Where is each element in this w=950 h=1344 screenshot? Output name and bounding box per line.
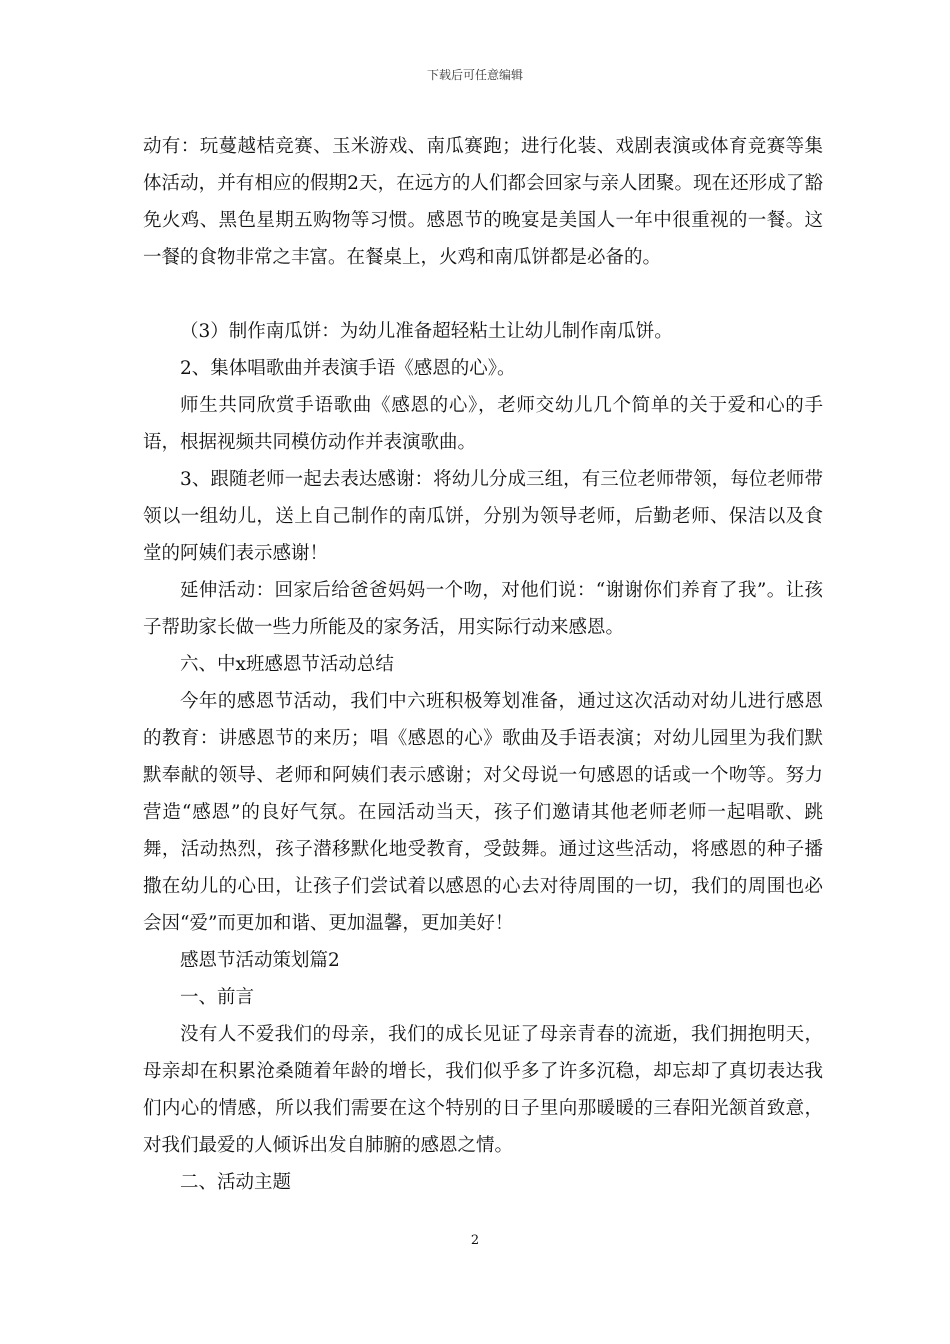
page-number: 2 (470, 1233, 480, 1248)
section-heading-plan-2: 感恩节活动策划篇2 (180, 950, 340, 971)
paragraph-thanksgiving-customs: 动有：玩蔓越桔竞赛、玉米游戏、南瓜赛跑；进行化装、戏剧表演或体育竞赛等集体活动，并有相应的假期2天，在远方的人们都会回家与亲人团聚。现在还形成了豁免火鸡、黑色星期五购物等习惯。感恩节的晚宴是美国人一年中很重视的一餐。这一餐的食物非常之丰富。在餐桌上，火鸡和南瓜饼都是必备的。 (143, 136, 823, 268)
paragraph-summary: 今年的感恩节活动，我们中六班积极筹划准备，通过这次活动对幼儿进行感恩的教育：讲感恩节的来历；唱《感恩的心》歌曲及手语表演；对幼儿园里为我们默默奉献的领导、老师和阿姨们表示感谢；对父母说一句感恩的话或一个吻等。努力营造“感恩”的良好气氛。在园活动当天，孩子们邀请其他老师老师一起唱歌、跳舞，活动热烈，孩子潜移默化地受教育，受鼓舞。通过这些活动，将感恩的种子播撒在幼儿的心田，让孩子们尝试着以感恩的心去对待周围的一切，我们的周围也必会因“爱”而更加和谐、更加温馨，更加美好！ (143, 691, 823, 934)
paragraph-preface: 没有人不爱我们的母亲，我们的成长见证了母亲青春的流逝，我们拥抱明天，母亲却在积累沧桑随着年龄的增长，我们似乎多了许多沉稳，却忘却了真切表达我们内心的情感，所以我们需要在这个特别的日子里向那暖暖的三春阳光颔首致意，对我们最爱的人倾诉出发自肺腑的感恩之情。 (143, 1024, 823, 1156)
page-header: 下载后可任意编辑 (426, 68, 523, 82)
section-heading-preface: 一、前言 (180, 987, 255, 1008)
section-heading-theme: 二、活动主题 (180, 1172, 292, 1193)
paragraph-sign-language: 师生共同欣赏手语歌曲《感恩的心》，老师交幼儿几个简单的关于爱和心的手语，根据视频共同模仿动作并表演歌曲。 (143, 395, 823, 453)
paragraph-extension-activity: 延伸活动：回家后给爸爸妈妈一个吻，对他们说：“谢谢你们养育了我”。让孩子帮助家长做一些力所能及的家务活，用实际行动来感恩。 (143, 580, 823, 638)
paragraph-pumpkin-pie: （3）制作南瓜饼：为幼儿准备超轻粘土让幼儿制作南瓜饼。 (180, 321, 673, 342)
document-body (143, 128, 823, 1201)
section-heading-summary: 六、中x班感恩节活动总结 (180, 654, 394, 675)
paragraph-express-thanks: 3、跟随老师一起去表达感谢：将幼儿分成三组，有三位老师带领，每位老师带领以一组幼儿，送上自己制作的南瓜饼，分别为领导老师，后勤老师、保洁以及食堂的阿姨们表示感谢！ (143, 469, 823, 564)
paragraph-sing-song: 2、集体唱歌曲并表演手语《感恩的心》。 (180, 358, 516, 379)
paragraph-gap (143, 276, 823, 313)
